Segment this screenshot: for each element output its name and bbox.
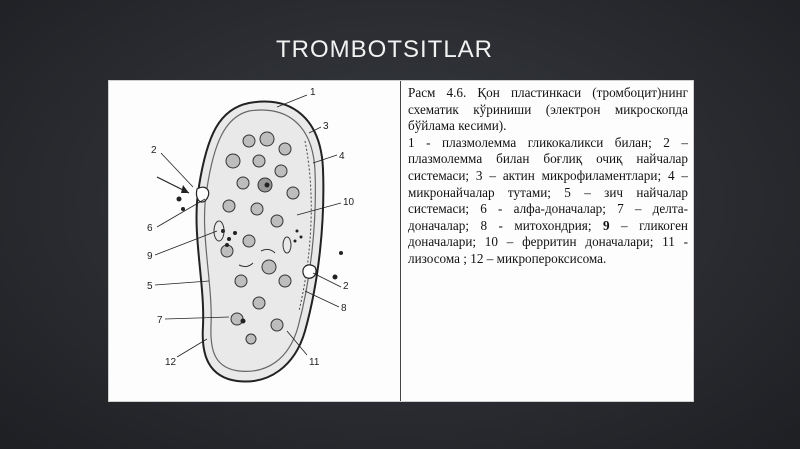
legend-part-b: – гликоген доначалари; 10 – ферритин доначалари; 11 - лизосома ; 12 – микропероксисома. bbox=[408, 217, 688, 266]
callout-4: 4 bbox=[339, 151, 345, 162]
platelet-diagram bbox=[109, 81, 401, 401]
callout-11: 11 bbox=[309, 357, 320, 368]
caption-heading: Расм 4.6. Қон пластинкаси (тромбоцит)нинг схематик кўриниши (электрон микроскопда бўйлама кесими). bbox=[408, 85, 688, 134]
legend-part-a: 1 - плазмолемма гликокаликси билан; 2 – плазмолемма билан боғлиқ очиқ найчалар системаси; 3 – актин микрофиламентлари; 4 – микронайчалар тутами; 5 – зич найчалар системаси; 6 - алфа-доначалар; 7 – делта-доначалар; 8 - митохондрия; bbox=[408, 134, 688, 233]
caption-legend bbox=[408, 135, 688, 268]
slide-title: TROMBOTSITLAR bbox=[276, 36, 494, 63]
callout-5: 5 bbox=[147, 281, 153, 292]
platelet-illustration bbox=[109, 81, 400, 401]
figure-panel bbox=[108, 80, 694, 402]
figure-caption bbox=[408, 85, 688, 268]
legend-bold-number: 9 bbox=[602, 217, 610, 233]
callout-2-right: 2 bbox=[343, 281, 349, 292]
callout-6: 6 bbox=[147, 223, 153, 234]
platelet-outline bbox=[197, 102, 324, 382]
callout-10: 10 bbox=[343, 197, 355, 208]
callout-8: 8 bbox=[341, 303, 347, 314]
open-canalicular-system-right bbox=[303, 265, 316, 278]
callout-9: 9 bbox=[147, 251, 153, 262]
callout-2-left: 2 bbox=[151, 145, 157, 156]
callout-12: 12 bbox=[165, 357, 177, 368]
callout-3: 3 bbox=[323, 121, 329, 132]
callout-1: 1 bbox=[310, 87, 316, 98]
callout-7: 7 bbox=[157, 315, 163, 326]
